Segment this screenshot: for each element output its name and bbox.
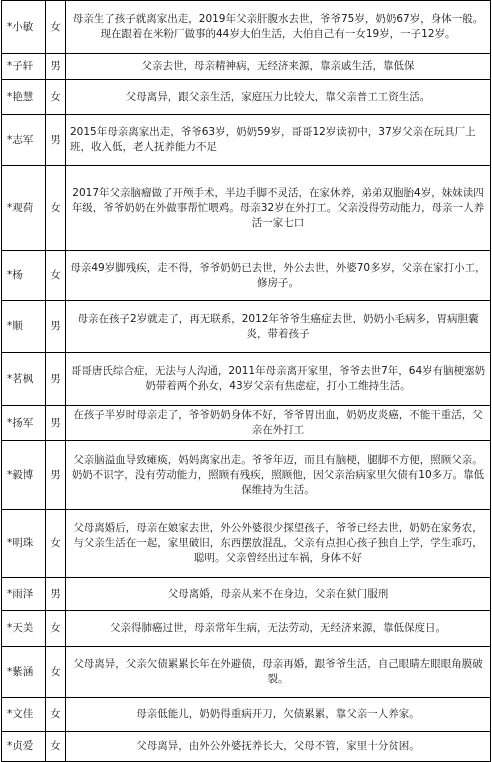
name-cell: *茗枫 — [2, 353, 46, 406]
situation-cell: 2017年父亲脑瘤做了开颅手术，半边手脚不灵活，在家休养，弟弟双胞胎4岁，妹妹读四年级，爷爷奶奶在外做事帮忙喂鸡。母亲32岁在外打工。父亲没得劳动能力，母亲一人养活一家七口 — [66, 166, 491, 251]
situation-cell: 母亲在孩子2岁就走了，再无联系，2012年爷爷生癌症去世，奶奶小毛病多，胃病胆囊炎，带着孩子 — [66, 301, 491, 353]
situation-cell: 父母离异，父亲欠债累累长年在外避债，母亲再婚，跟爷爷生活，自己眼睛左眼眼角膜破裂。 — [66, 647, 491, 698]
name-cell: *毅博 — [2, 441, 46, 510]
gender-cell: 男 — [46, 441, 66, 510]
situation-cell: 2015年母亲离家出走，爷爷63岁，奶奶59岁，哥哥12岁读初中，37岁父亲在玩具厂上班，收入低，老人抚养能力不足 — [66, 115, 491, 166]
name-cell: *紫涵 — [2, 647, 46, 698]
situation-cell: 母亲生了孩子就离家出走，2019年父亲肝腹水去世，爷爷75岁，奶奶67岁，身体一般。现在跟着在米粉厂做事的44岁大伯生活，大伯自己有一女19岁，一子12岁。 — [66, 1, 491, 54]
table-row — [2, 80, 491, 115]
gender-cell: 女 — [46, 647, 66, 698]
gender-cell: 女 — [46, 510, 66, 578]
table-row — [2, 1, 491, 54]
gender-cell: 男 — [46, 301, 66, 353]
student-info-table — [1, 0, 491, 762]
situation-cell: 母亲低能儿，奶奶得重病开刀，欠债累累，靠父亲一人养家。 — [66, 698, 491, 732]
situation-cell: 母亲49岁脚残疾，走不得，爷爷奶奶已去世，外公去世，外婆70多岁，父亲在家打小工，修房子。 — [66, 251, 491, 301]
table-row — [2, 578, 491, 611]
name-cell: *杨 — [2, 251, 46, 301]
table-row — [2, 166, 491, 251]
name-cell: *顺 — [2, 301, 46, 353]
gender-cell: 男 — [46, 406, 66, 441]
table-row — [2, 251, 491, 301]
gender-cell: 女 — [46, 166, 66, 251]
table-row — [2, 115, 491, 166]
gender-cell: 男 — [46, 578, 66, 611]
table-row — [2, 406, 491, 441]
table-row — [2, 441, 491, 510]
name-cell: *观荷 — [2, 166, 46, 251]
situation-cell: 父亲脑溢血导致瘫痪，妈妈离家出走。爷爷年迈，而且有脑梗，腿脚不方便，照顾父亲。奶奶不识字，没有劳动能力，照顾有残疾，照顾他，因父亲治病家里欠债有10多万。靠低保维持为生活。 — [66, 441, 491, 510]
gender-cell: 女 — [46, 1, 66, 54]
table-row — [2, 353, 491, 406]
gender-cell: 女 — [46, 732, 66, 762]
gender-cell: 男 — [46, 115, 66, 166]
table-row — [2, 301, 491, 353]
table-row — [2, 510, 491, 578]
name-cell: *小敏 — [2, 1, 46, 54]
situation-cell: 父母离婚后，母亲在娘家去世，外公外婆很少探望孩子，爷爷已经去世，奶奶在家务农，与父亲生活在一起，家里破旧，东西摆放混乱，父亲有点担心孩子独自上学，学生乖巧，聪明。父亲曾经出过车祸，身体不好 — [66, 510, 491, 578]
gender-cell: 女 — [46, 251, 66, 301]
name-cell: *志军 — [2, 115, 46, 166]
situation-cell: 父母离异，跟父亲生活，家庭压力比较大，靠父亲普工工资生活。 — [66, 80, 491, 115]
table-body — [2, 1, 491, 762]
situation-cell: 父亲去世，母亲精神病，无经济来源，靠亲戚生活，靠低保 — [66, 54, 491, 80]
situation-cell: 父母离婚，母亲从来不在身边，父亲在狱门服刑 — [66, 578, 491, 611]
name-cell: *艳慧 — [2, 80, 46, 115]
table-row — [2, 732, 491, 762]
name-cell: *天美 — [2, 611, 46, 647]
name-cell: *明珠 — [2, 510, 46, 578]
situation-cell: 父亲得肺癌过世，母亲常年生病，无法劳动，无经济来源，靠低保度日。 — [66, 611, 491, 647]
table-row — [2, 698, 491, 732]
name-cell: *文佳 — [2, 698, 46, 732]
situation-cell: 父母离异，由外公外婆抚养长大，父母不管，家里十分贫困。 — [66, 732, 491, 762]
gender-cell: 男 — [46, 54, 66, 80]
name-cell: *雨泽 — [2, 578, 46, 611]
situation-cell: 在孩子半岁时母亲走了，爷爷奶奶身体不好，爷爷胃出血，奶奶皮炎癌，不能干重活，父亲在外打工 — [66, 406, 491, 441]
name-cell: *贞爱 — [2, 732, 46, 762]
table-row — [2, 647, 491, 698]
gender-cell: 女 — [46, 698, 66, 732]
table-row — [2, 611, 491, 647]
gender-cell: 男 — [46, 353, 66, 406]
gender-cell: 女 — [46, 611, 66, 647]
situation-cell: 哥哥唐氏综合症，无法与人沟通，2011年母亲离开家里，爷爷去世7年，64岁有脑梗塞奶奶带着两个孙女，43岁父亲有焦虑症，打小工维持生活。 — [66, 353, 491, 406]
gender-cell: 女 — [46, 80, 66, 115]
table-row — [2, 54, 491, 80]
name-cell: *子轩 — [2, 54, 46, 80]
name-cell: *扬军 — [2, 406, 46, 441]
